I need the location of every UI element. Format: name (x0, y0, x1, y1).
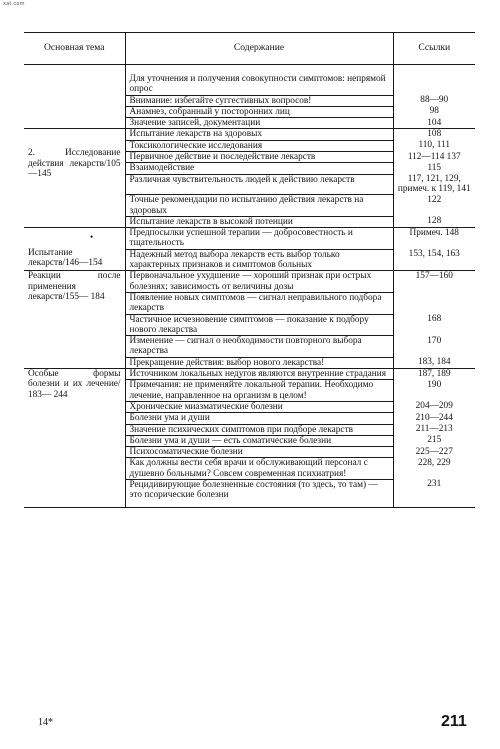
section-topic (24, 65, 125, 129)
content-cell: Анамнез, собранный у посторонних лиц (125, 106, 393, 117)
content-cell: Значение психических симптомов при подборе лекарств (125, 424, 393, 435)
site-watermark: xat.com (3, 1, 25, 7)
content-cell: Источником локальных недугов являются внутренние страдания (125, 369, 393, 380)
reference-cell: 98 (429, 106, 439, 117)
section-topic-text: Реакции после применения лекарств/155— 184 (28, 271, 121, 302)
reference-cell: 112—114 137 (407, 151, 461, 162)
signature-mark: 14* (38, 717, 53, 728)
content-cell: Значение записей, документации (125, 118, 393, 129)
content-cell: Рецидивирующие болезненные состояния (то здесь, то там) — это псорические болезни (125, 479, 393, 506)
reference-cell (393, 65, 475, 96)
reference-cell: 168 (427, 314, 442, 325)
reference-cell (393, 292, 475, 314)
reference-cell: 187, 189 (393, 369, 475, 380)
table-row (24, 129, 475, 140)
table-body (24, 65, 475, 507)
content-cell: Первичное действие и последействие лекарств (125, 152, 393, 163)
reference-cell: 190 (427, 379, 442, 390)
stray-dot: • (90, 232, 94, 242)
page-number: 211 (441, 713, 467, 730)
content-cell: Токсикологические исследования (125, 140, 393, 151)
content-cell: Хронические миазматические болезни (125, 401, 393, 412)
header-content: Содержание (125, 33, 393, 65)
content-cell: Болезни ума и души (125, 413, 393, 424)
reference-cell: 210—244 (415, 412, 453, 423)
content-cell: Психосоматические болезни (125, 447, 393, 458)
header-main-topic: Основная тема (24, 33, 125, 65)
reference-cell: 228, 229 (417, 457, 451, 468)
reference-cell: 108 (393, 129, 475, 140)
reference-cell: 157—160 (393, 271, 475, 293)
reference-cell: 104 (427, 117, 442, 128)
section-topic-text: Испытание лекарств/146—154 (28, 248, 103, 269)
section-topic-text: 2. Исследование действия лекарств/105—145 (28, 148, 121, 180)
content-cell: Как должны вести себя врачи и обслуживающий персонал с душевно больными? Совсем современная психиатрия! (125, 458, 393, 480)
reference-cell: 122 (427, 194, 442, 205)
content-cell: Внимание: избегайте суггестивных вопросов! (125, 95, 393, 106)
reference-cell: 215 (427, 435, 442, 446)
reference-cell: 183, 184 (417, 357, 451, 368)
content-cell: Прекращение действия: выбор нового лекарства! (125, 357, 393, 368)
reference-cell: 110, 111 (418, 140, 450, 151)
reference-cell: 128 (427, 216, 442, 227)
reference-cell: 204—209 (415, 401, 453, 412)
content-cell: Для уточнения и получения совокупности симптомов: непрямой опрос (129, 74, 386, 95)
content-cell: Появление новых симптомов — сигнал неправильного подбора лекарств (125, 292, 393, 314)
section-topic (24, 271, 125, 369)
section-topic (24, 228, 125, 271)
bottom-rule (24, 507, 475, 508)
reference-cell: 117, 121, 129, примеч. к 119, 141 (397, 174, 471, 195)
section-topic (24, 129, 125, 228)
header-references: Ссылки (393, 33, 475, 65)
section-topic-text: Особые формы болезни и их лечение/ 183— 244 (28, 369, 121, 400)
content-cell: Надежный метод выбора лекарств есть выбор только характерных признаков и симптомов больных (125, 249, 393, 271)
contents-table (24, 32, 475, 507)
content-cell: Первоначальное ухудшение — хороший признак при острых болезнях; зависимость от величины дозы (125, 271, 393, 293)
reference-cell: 211—213 (415, 424, 453, 434)
content-cell: Болезни ума и души — есть соматические болезни (125, 435, 393, 446)
table-header-row (24, 33, 475, 65)
table-row (24, 65, 475, 96)
reference-cell: 115 (427, 162, 442, 173)
reference-cell: Примеч. 148 (393, 228, 475, 250)
content-cell: Примечания: не применяйте локальной терапии. Необходимо лечение, направленное на организм в целом! (125, 380, 393, 402)
content-cell: Взаимодействие (125, 163, 393, 174)
content-cell: Предпосылки успешной терапии — добросовестность и тщательность (125, 228, 393, 250)
content-cell: Различная чувствительность людей к действию лекарств (125, 174, 393, 195)
content-cell: Частичное исчезновение симптомов — показание к подбору нового лекарства (125, 314, 393, 336)
reference-cell: 225—227 (415, 446, 453, 457)
table-row (24, 369, 475, 380)
reference-cell: 153, 154, 163 (408, 249, 460, 260)
reference-cell: 231 (427, 479, 442, 490)
reference-cell: 170 (427, 335, 442, 346)
section-topic (24, 369, 125, 507)
content-cell: Испытание лекарств в высокой потенции (125, 216, 393, 227)
content-cell: Изменение — сигнал о необходимости повторного выбора лекарства (125, 336, 393, 358)
content-cell: Точные рекомендации по испытанию действия лекарств на здоровых (125, 195, 393, 217)
reference-cell: 88—90 (420, 95, 449, 106)
table-row (24, 271, 475, 293)
content-cell: Испытание лекарств на здоровых (125, 129, 393, 140)
